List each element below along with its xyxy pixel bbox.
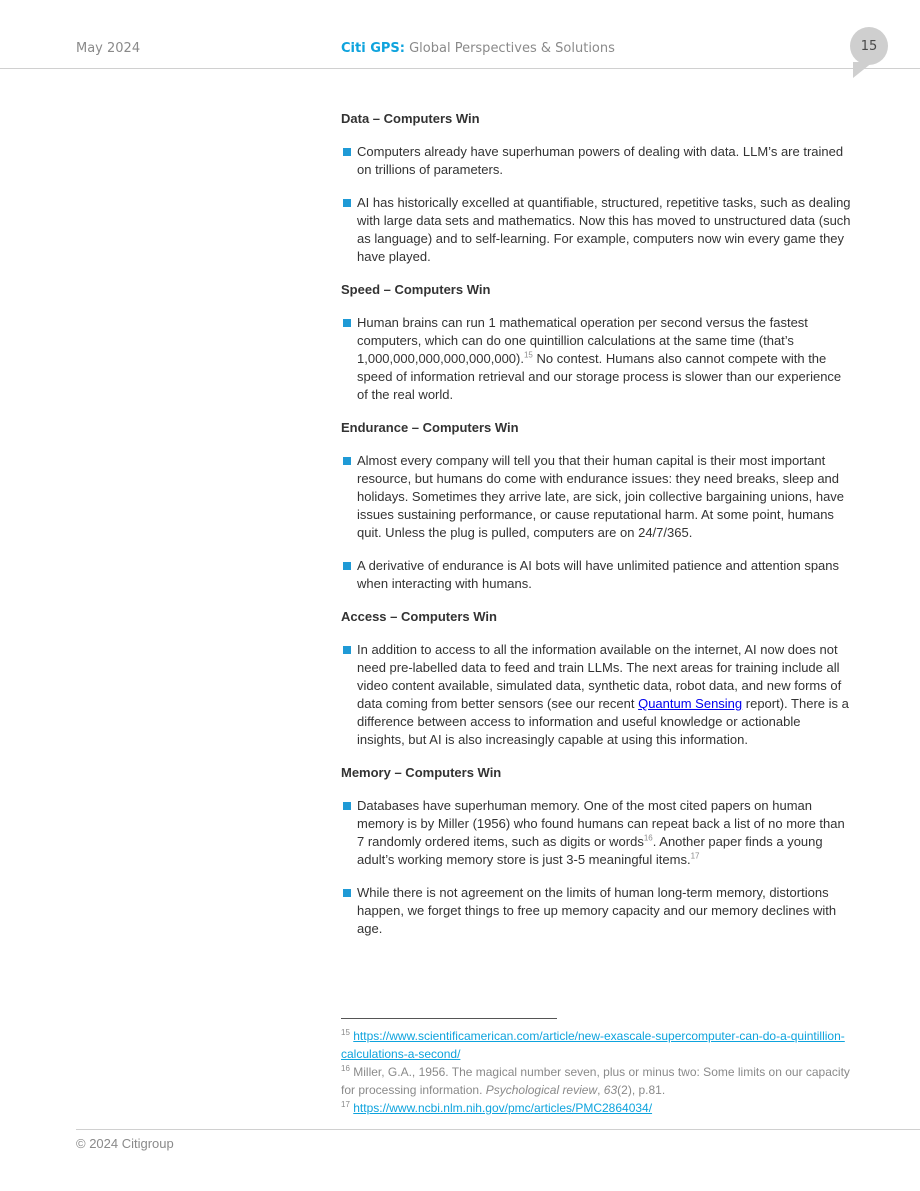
footnote-17	[341, 1099, 851, 1117]
footnote-ref-17[interactable]: 17	[690, 851, 700, 861]
bullet-item	[341, 194, 851, 266]
bullet-item	[341, 557, 851, 593]
footnote-ref-16[interactable]: 16	[643, 833, 653, 843]
bullet-text: In addition to access to all the information available on the internet, AI now does not need pre-labelled data to feed and train LLMs. The next areas for training include all video content available, simulated data, synthetic data, robot data, and new forms of data coming from better sensors (see our recent	[357, 642, 842, 711]
bullet-item	[341, 797, 851, 869]
bullet-text: A derivative of endurance is AI bots will have unlimited patience and attention spans when interacting with humans.	[357, 558, 840, 591]
footnotes	[341, 1027, 851, 1117]
footnote-text: (2), p.81.	[617, 1083, 666, 1097]
bullet-item	[341, 641, 851, 749]
page-number-badge: 15	[850, 27, 888, 65]
footnote-number: 15	[341, 1028, 350, 1037]
footer-copyright: © 2024 Citigroup	[76, 1136, 174, 1151]
bullet-text: Databases have superhuman memory. One of the most cited papers on human memory is by Miller (1956) who found humans can repeat back a list of no more than 7 randomly ordered items, such as digits or words	[357, 798, 845, 849]
bullet-text: While there is not agreement on the limits of human long-term memory, distortions happen, we forget things to free up memory capacity and our memory declines with age.	[357, 885, 837, 936]
bullet-square-icon	[343, 199, 351, 207]
section-heading-endurance: Endurance – Computers Win	[341, 420, 519, 435]
footnote-journal: Psychological review	[485, 1083, 598, 1097]
footnote-number: 16	[341, 1064, 350, 1073]
footnote-link[interactable]: https://www.scientificamerican.com/article/new-exascale-supercomputer-can-do-a-quintillion-calculations-a-second/	[341, 1029, 845, 1061]
bullet-text: Almost every company will tell you that their human capital is their most important resource, but humans do come with endurance issues: they need breaks, sleep and holidays. Sometimes they arrive late, are sick, join collective bargaining unions, have issues sustaining performance, or cause reputational harm. At some point, humans quit. Unless the plug is pulled, computers are on 24/7/365.	[357, 453, 845, 540]
footnote-divider	[341, 1018, 557, 1019]
footnote-15	[341, 1027, 851, 1063]
bullet-text: Human brains can run 1 mathematical operation per second versus the fastest computers, which can do one quintillion calculations at the same time (that’s 1,000,000,000,000,000,000).	[357, 315, 808, 366]
quantum-sensing-link[interactable]: Quantum Sensing	[638, 696, 743, 711]
bullet-square-icon	[343, 646, 351, 654]
header-date: May 2024	[76, 41, 141, 56]
footnote-16	[341, 1063, 851, 1099]
footnote-sep: ,	[597, 1083, 604, 1097]
bullet-square-icon	[343, 148, 351, 156]
bullet-text: report). There is a difference between access to information and useful knowledge or actionable insights, but AI is also increasingly capable at using this information.	[357, 696, 849, 747]
footnote-volume: 63	[603, 1083, 618, 1097]
bullet-item	[341, 143, 851, 179]
footer-divider	[76, 1129, 920, 1130]
footnote-text: Miller, G.A., 1956. The magical number seven, plus or minus two: Some limits on our capacity for processing information.	[341, 1065, 850, 1097]
header-title	[341, 41, 615, 56]
bullet-square-icon	[343, 562, 351, 570]
footnote-number: 17	[341, 1100, 350, 1109]
bullet-square-icon	[343, 457, 351, 465]
footnote-ref-15[interactable]: 15	[523, 350, 533, 360]
header-brand: Citi GPS:	[341, 41, 405, 56]
bullet-item	[341, 452, 851, 542]
bullet-text: Computers already have superhuman powers of dealing with data. LLM’s are trained on trillions of parameters.	[357, 144, 844, 177]
header-subtitle: Global Perspectives & Solutions	[409, 41, 615, 56]
main-content	[341, 110, 851, 953]
bullet-square-icon	[343, 319, 351, 327]
bullet-square-icon	[343, 889, 351, 897]
bullet-item	[341, 314, 851, 404]
footnote-link[interactable]: https://www.ncbi.nlm.nih.gov/pmc/articles/PMC2864034/	[353, 1101, 653, 1115]
section-heading-speed: Speed – Computers Win	[341, 282, 491, 297]
bullet-text: AI has historically excelled at quantifiable, structured, repetitive tasks, such as dealing with large data sets and mathematics. Now this has moved to unstructured data (such as language) and to self-learning. For example, computers now win every game they have played.	[357, 195, 851, 264]
section-heading-memory: Memory – Computers Win	[341, 765, 502, 780]
section-heading-access: Access – Computers Win	[341, 609, 497, 624]
bullet-square-icon	[343, 802, 351, 810]
section-heading-data: Data – Computers Win	[341, 111, 480, 126]
bullet-text: No contest. Humans also cannot compete with the speed of information retrieval and our storage process is slower than our experience of the real world.	[357, 351, 842, 402]
bullet-text: . Another paper finds a young adult’s working memory store is just 3-5 meaningful items.	[357, 834, 823, 867]
header-divider	[0, 68, 920, 69]
bullet-item	[341, 884, 851, 938]
